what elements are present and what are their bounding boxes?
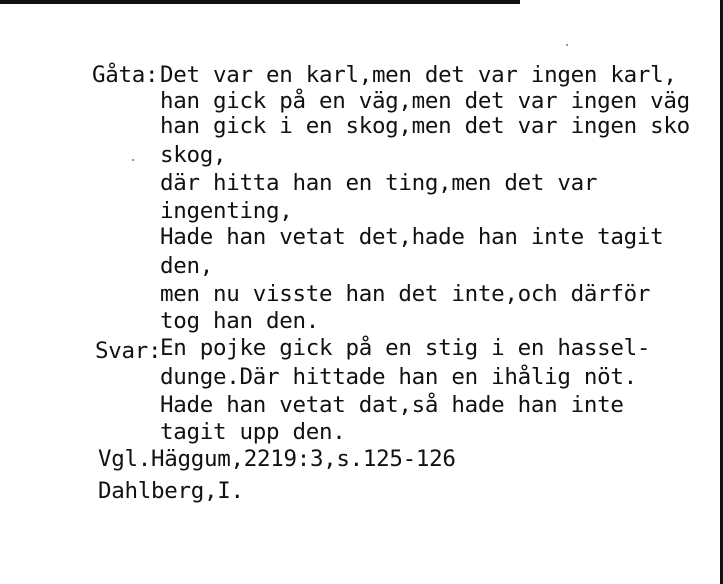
card-top-edge <box>0 0 520 4</box>
answer-line: tagit upp den. <box>160 419 346 445</box>
paper-speck <box>566 44 568 46</box>
riddle-line: han gick på en väg,men det var ingen väg <box>160 88 690 114</box>
answer-label: Svar: <box>95 338 162 364</box>
riddle-line: han gick i en skog,men det var ingen sko <box>160 113 690 139</box>
riddle-label: Gåta: <box>92 62 159 88</box>
riddle-line: men nu visste han det inte,och därför <box>160 281 651 307</box>
riddle-line: tog han den. <box>160 308 319 334</box>
riddle-line: ingenting, <box>160 198 293 224</box>
answer-line: dunge.Där hittade han en ihålig nöt. <box>160 364 637 390</box>
answer-line: En pojke gick på en stig i en hassel- <box>160 335 651 361</box>
riddle-line: där hitta han en ting,men det var <box>160 170 598 196</box>
collector-name: Dahlberg,I. <box>98 478 244 504</box>
riddle-line: Hade han vetat det,hade han inte tagit <box>160 224 664 250</box>
answer-line: Hade han vetat dat,så hade han inte <box>160 392 624 418</box>
riddle-line: den, <box>160 253 213 279</box>
riddle-line: Det var en karl,men det var ingen karl, <box>160 62 677 88</box>
archive-reference: Vgl.Häggum,2219:3,s.125-126 <box>98 446 456 472</box>
paper-speck <box>132 159 134 161</box>
riddle-line: skog, <box>160 142 227 168</box>
